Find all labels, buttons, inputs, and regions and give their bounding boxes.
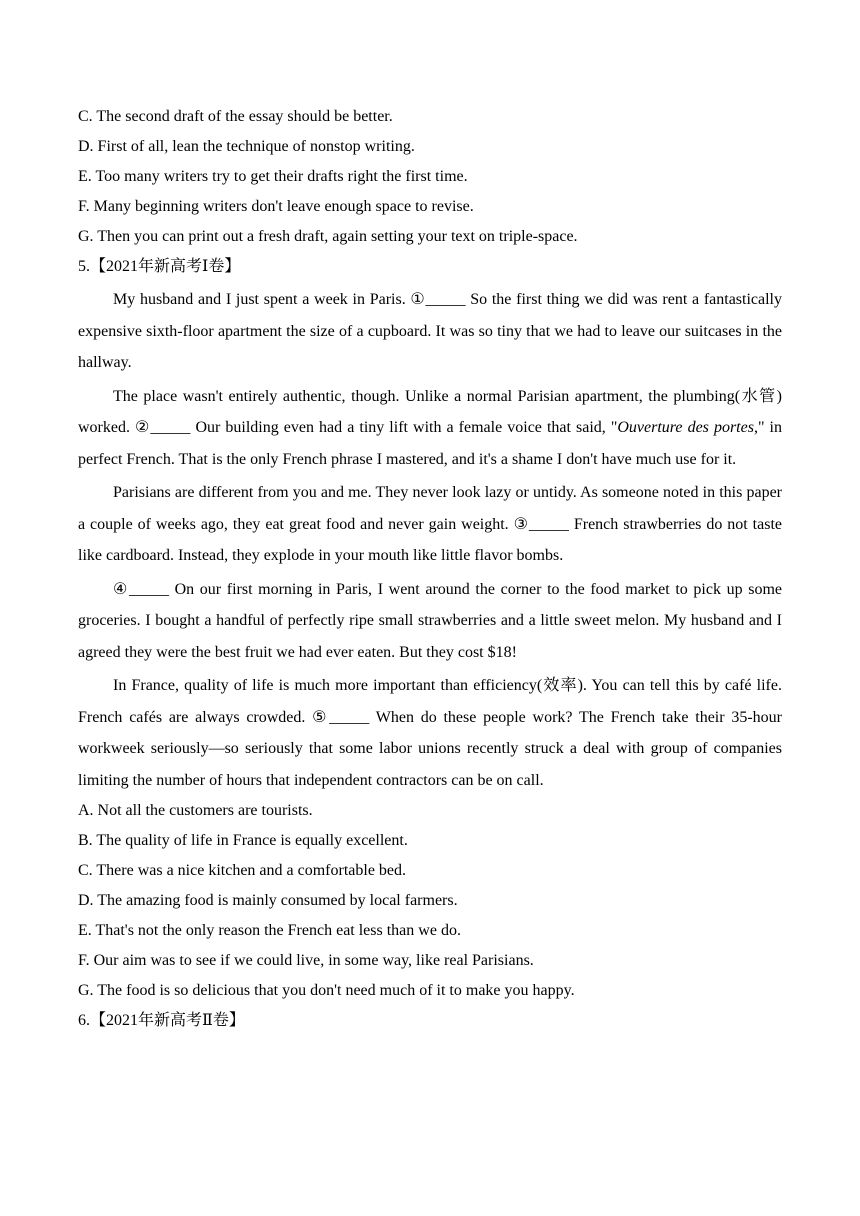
- passage-paragraph-2: [78, 381, 782, 476]
- passage-paragraph-1: My husband and I just spent a week in Paris. ①_____ So the first thing we did was rent a fantastically expensive sixth-floor apartment the size of a cupboard. It was so tiny that we had to leave our suitcases in the hallway.: [78, 291, 782, 371]
- passage-paragraph-3: Parisians are different from you and me. They never look lazy or untidy. As someone noted in this paper a couple of weeks ago, they eat great food and never gain weight. ③_____ French strawberries do not taste like cardboard. Instead, they explode in your mouth like little flavor bombs.: [78, 484, 782, 564]
- option-g: G. The food is so delicious that you don't need much of it to make you happy.: [78, 982, 575, 999]
- question-5-options: [78, 796, 782, 1006]
- option-d: D. The amazing food is mainly consumed by local farmers.: [78, 892, 458, 909]
- option-g-prev: G. Then you can print out a fresh draft, again setting your text on triple-space.: [78, 228, 578, 245]
- option-e: E. That's not the only reason the French eat less than we do.: [78, 922, 461, 939]
- option-f: F. Our aim was to see if we could live, in some way, like real Parisians.: [78, 952, 534, 969]
- passage-paragraph-5: In France, quality of life is much more important than efficiency(效率). You can tell this by café life. French cafés are always crowded. ⑤_____ When do these people work? The French take their 35-hour workweek seriously—so seriously that some labor unions recently struck a deal with group of companies limiting the number of hours that independent contractors can be on call.: [78, 677, 782, 789]
- option-c: C. There was a nice kitchen and a comfortable bed.: [78, 862, 407, 879]
- paragraph-2-text-b: ," in perfect French. That is the only French phrase I mastered, and it's a shame I don't have much use for it.: [78, 419, 782, 468]
- question-6: [78, 1006, 782, 1036]
- option-f-prev: F. Many beginning writers don't leave enough space to revise.: [78, 198, 474, 215]
- option-c-prev: C. The second draft of the essay should be better.: [78, 108, 393, 125]
- question-6-heading: 6.【2021年新高考Ⅱ卷】: [78, 1012, 245, 1029]
- paragraph-2-text-a: The place wasn't entirely authentic, though. Unlike a normal Parisian apartment, the plumbing(水管) worked. ②_____ Our building even had a tiny lift with a female voice that said, ": [78, 387, 782, 436]
- option-d-prev: D. First of all, lean the technique of nonstop writing.: [78, 138, 415, 155]
- document-page: [78, 102, 782, 1036]
- question-5: [78, 252, 782, 1006]
- passage-paragraph-4: ④_____ On our first morning in Paris, I went around the corner to the food market to pick up some groceries. I bought a handful of perfectly ripe small strawberries and a little sweet melon. My husband and I agreed they were the best fruit we had ever eaten. But they cost $18!: [78, 580, 782, 661]
- question-5-heading: 5.【2021年新高考Ⅰ卷】: [78, 258, 241, 275]
- previous-options-list: [78, 102, 782, 252]
- option-e-prev: E. Too many writers try to get their drafts right the first time.: [78, 168, 468, 185]
- option-a: A. Not all the customers are tourists.: [78, 802, 313, 819]
- option-b: B. The quality of life in France is equally excellent.: [78, 832, 408, 849]
- paragraph-2-french-phrase: Ouverture des portes: [617, 419, 754, 436]
